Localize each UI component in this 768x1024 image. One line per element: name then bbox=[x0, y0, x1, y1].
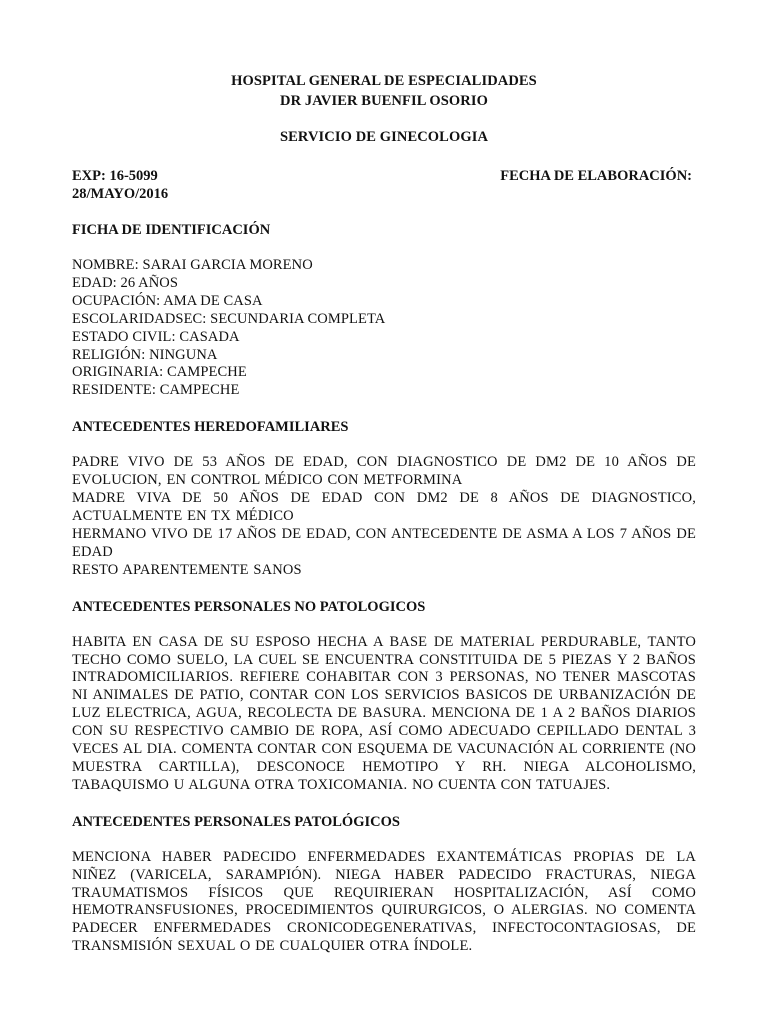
field-escolaridad: ESCOLARIDADSEC: SECUNDARIA COMPLETA bbox=[72, 310, 386, 327]
text-line: INTRADOMICILIARIOS. REFIERE COHABITAR CON 3 PERSONAS, NO TENER MASCOTAS bbox=[72, 669, 696, 686]
section-title-patologicos: ANTECEDENTES PERSONALES PATOLÓGICOS bbox=[72, 813, 400, 830]
fecha-label: FECHA DE ELABORACIÓN: bbox=[500, 168, 692, 184]
text-line: PADRE VIVO DE 53 AÑOS DE EDAD, CON DIAGNOSTICO DE DM2 DE 10 AÑOS DE bbox=[72, 454, 696, 471]
field-originaria: ORIGINARIA: CAMPECHE bbox=[72, 364, 247, 381]
section-title-heredofamiliares: ANTECEDENTES HEREDOFAMILIARES bbox=[72, 419, 349, 436]
section-title-ficha: FICHA DE IDENTIFICACIÓN bbox=[72, 222, 271, 238]
text-line: HABITA EN CASA DE SU ESPOSO HECHA A BASE DE MATERIAL PERDURABLE, TANTO bbox=[72, 633, 696, 650]
text-line: TRAUMATISMOS FÍSICOS QUE REQUIRIERAN HOSPITALIZACIÓN, ASÍ COMO bbox=[72, 884, 696, 901]
text-line: TECHO COMO SUELO, LA CUEL SE ENCUENTRA CONSTITUIDA DE 5 PIEZAS Y 2 BAÑOS bbox=[72, 651, 696, 668]
no-patologicos-text bbox=[72, 634, 696, 795]
text-line: PADECER ENFERMEDADES CRONICODEGENERATIVAS, INFECTOCONTAGIOSAS, DE bbox=[72, 920, 696, 937]
field-edad: EDAD: 26 AÑOS bbox=[72, 274, 179, 291]
text-line: CON SU RESPECTIVO CAMBIO DE ROPA, ASÍ COMO ADECUADO CEPILLADO DENTAL 3 bbox=[72, 723, 696, 740]
text-line: NIÑEZ (VARICELA, SARAMPIÓN). NIEGA HABER PADECIDO FRACTURAS, NIEGA bbox=[72, 866, 696, 883]
record-info bbox=[72, 167, 696, 203]
text-line: TABAQUISMO U ALGUNA OTRA TOXICOMANIA. NO CUENTA CON TATUAJES. bbox=[72, 776, 611, 793]
text-line: EDAD bbox=[72, 543, 113, 560]
field-ocupacion: OCUPACIÓN: AMA DE CASA bbox=[72, 292, 263, 309]
doctor-name: DR JAVIER BUENFIL OSORIO bbox=[280, 93, 488, 109]
field-nombre: NOMBRE: SARAI GARCIA MORENO bbox=[72, 257, 313, 273]
document-page bbox=[72, 71, 696, 956]
text-line: NI ANIMALES DE PATIO, CONTAR CON LOS SERVICIOS BASICOS DE URBANIZACIÓN DE bbox=[72, 687, 696, 704]
text-line: HEMOTRANSFUSIONES, PROCEDIMIENTOS QUIRURGICOS, O ALERGIAS. NO COMENTA bbox=[72, 902, 696, 919]
fecha-value: 28/MAYO/2016 bbox=[72, 186, 169, 202]
hospital-name: HOSPITAL GENERAL DE ESPECIALIDADES bbox=[231, 73, 537, 89]
field-religion: RELIGIÓN: NINGUNA bbox=[72, 346, 218, 363]
heredofamiliares-text bbox=[72, 454, 696, 579]
field-residente: RESIDENTE: CAMPECHE bbox=[72, 382, 240, 399]
field-estado-civil: ESTADO CIVIL: CASADA bbox=[72, 328, 240, 345]
text-line: EVOLUCION, EN CONTROL MÉDICO CON METFORMINA bbox=[72, 472, 463, 489]
patologicos-text bbox=[72, 849, 696, 956]
text-line: VECES AL DIA. COMENTA CONTAR CON ESQUEMA DE VACUNACIÓN AL CORRIENTE (NO bbox=[72, 741, 696, 758]
text-line: TRANSMISIÓN SEXUAL O DE CUALQUIER OTRA ÍNDOLE. bbox=[72, 938, 473, 955]
text-line: MENCIONA HABER PADECIDO ENFERMEDADES EXANTEMÁTICAS PROPIAS DE LA bbox=[72, 848, 696, 865]
text-line: RESTO APARENTEMENTE SANOS bbox=[72, 561, 302, 578]
text-line: MADRE VIVA DE 50 AÑOS DE EDAD CON DM2 DE 8 AÑOS DE DIAGNOSTICO, bbox=[72, 490, 696, 507]
text-line: HERMANO VIVO DE 17 AÑOS DE EDAD, CON ANTECEDENTE DE ASMA A LOS 7 AÑOS DE bbox=[72, 525, 696, 542]
service-name: SERVICIO DE GINECOLOGIA bbox=[279, 129, 489, 145]
ficha-fields bbox=[72, 257, 696, 400]
expedient-number: EXP: 16-5099 bbox=[72, 168, 158, 184]
text-line: ACTUALMENTE EN TX MÉDICO bbox=[72, 507, 294, 524]
text-line: MUESTRA CARTILLA), DESCONOCE HEMOTIPO Y RH. NIEGA ALCOHOLISMO, bbox=[72, 758, 696, 775]
text-line: LUZ ELECTRICA, AGUA, RECOLECTA DE BASURA. MENCIONA DE 1 A 2 BAÑOS DIARIOS bbox=[72, 705, 696, 722]
section-title-no-patologicos: ANTECEDENTES PERSONALES NO PATOLOGICOS bbox=[72, 598, 426, 615]
